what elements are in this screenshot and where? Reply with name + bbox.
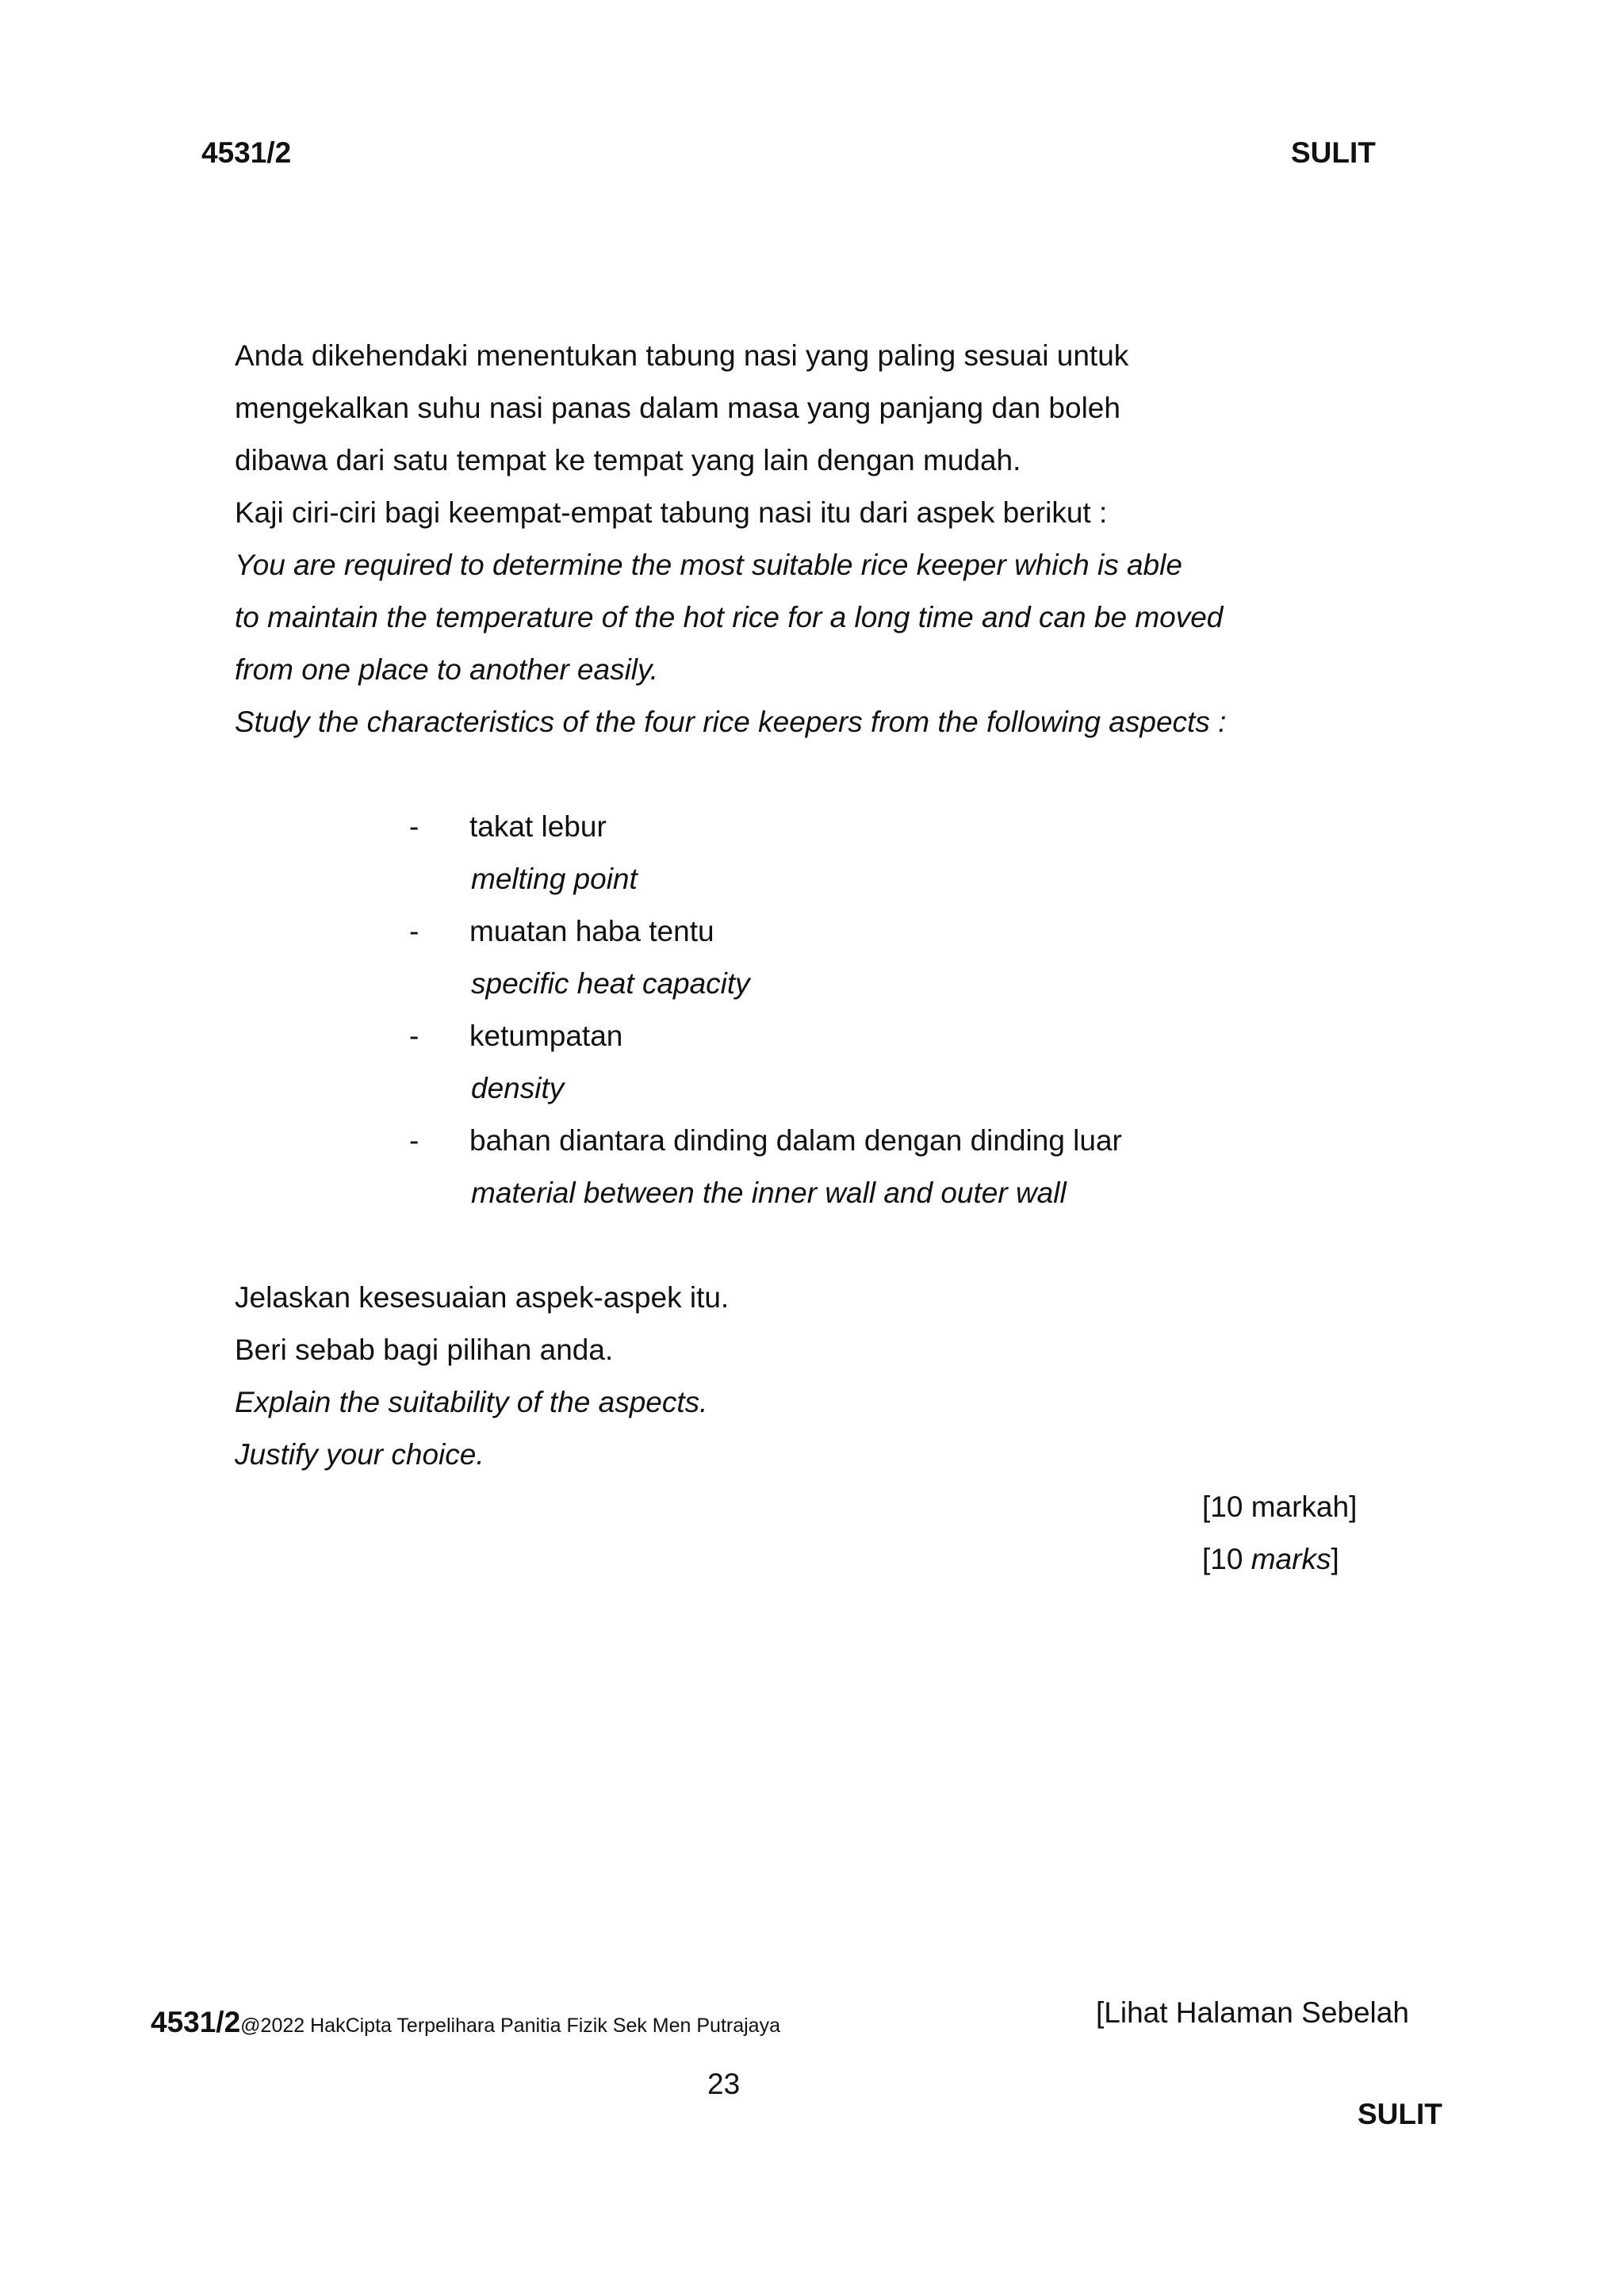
list-bullet: - [409,810,419,843]
instruction-line: Jelaskan kesesuaian aspek-aspek itu. [235,1281,730,1314]
page-number: 23 [707,2068,741,2100]
aspect-malay: takat lebur [469,810,607,843]
intro-line: mengekalkan suhu nasi panas dalam masa yang panjang dan boleh [235,392,1120,424]
header-classification: SULIT [1291,136,1376,169]
aspect-english: density [471,1072,565,1104]
intro-line: Anda dikehendaki menentukan tabung nasi yang paling sesuai untuk [235,339,1129,372]
aspect-malay: bahan diantara dinding dalam dengan dinding luar [469,1124,1122,1157]
footer-classification: SULIT [1358,2098,1442,2130]
intro-line: Kaji ciri-ciri bagi keempat-empat tabung nasi itu dari aspek berikut : [235,496,1108,529]
instruction-line-english: Explain the suitability of the aspects. [235,1386,708,1418]
marks-english-prefix: [10 [1202,1543,1251,1575]
aspect-malay: ketumpatan [469,1020,623,1052]
aspect-malay: muatan haba tentu [469,915,714,947]
marks-english [1202,1543,1339,1576]
instruction-line-english: Justify your choice. [235,1438,485,1471]
aspect-english: material between the inner wall and outer wall [471,1177,1067,1209]
marks-english-word: marks [1251,1543,1331,1575]
aspect-english: melting point [471,863,638,895]
list-bullet: - [409,1124,419,1157]
marks-malay: [10 markah] [1202,1490,1358,1523]
marks-english-suffix: ] [1331,1543,1339,1575]
intro-line: dibawa dari satu tempat ke tempat yang lain dengan mudah. [235,444,1021,476]
intro-line-english: to maintain the temperature of the hot rice for a long time and can be moved [235,601,1224,633]
intro-line-english: You are required to determine the most suitable rice keeper which is able [235,549,1182,581]
intro-line-english: from one place to another easily. [235,653,659,686]
header-paper-code: 4531/2 [201,136,292,169]
list-bullet: - [409,915,419,947]
footer-copyright: @2022 HakCipta Terpelihara Panitia Fizik Sek Men Putrajaya [240,2015,780,2037]
list-bullet: - [409,1020,419,1052]
instruction-line: Beri sebab bagi pilihan anda. [235,1334,614,1366]
intro-line-english: Study the characteristics of the four rice keepers from the following aspects : [235,706,1227,738]
footer-paper-code: 4531/2 [151,2006,241,2038]
footer-next-page: [Lihat Halaman Sebelah [1096,1996,1409,2029]
footer-copyright-block [151,2006,780,2039]
aspect-english: specific heat capacity [471,967,750,1000]
